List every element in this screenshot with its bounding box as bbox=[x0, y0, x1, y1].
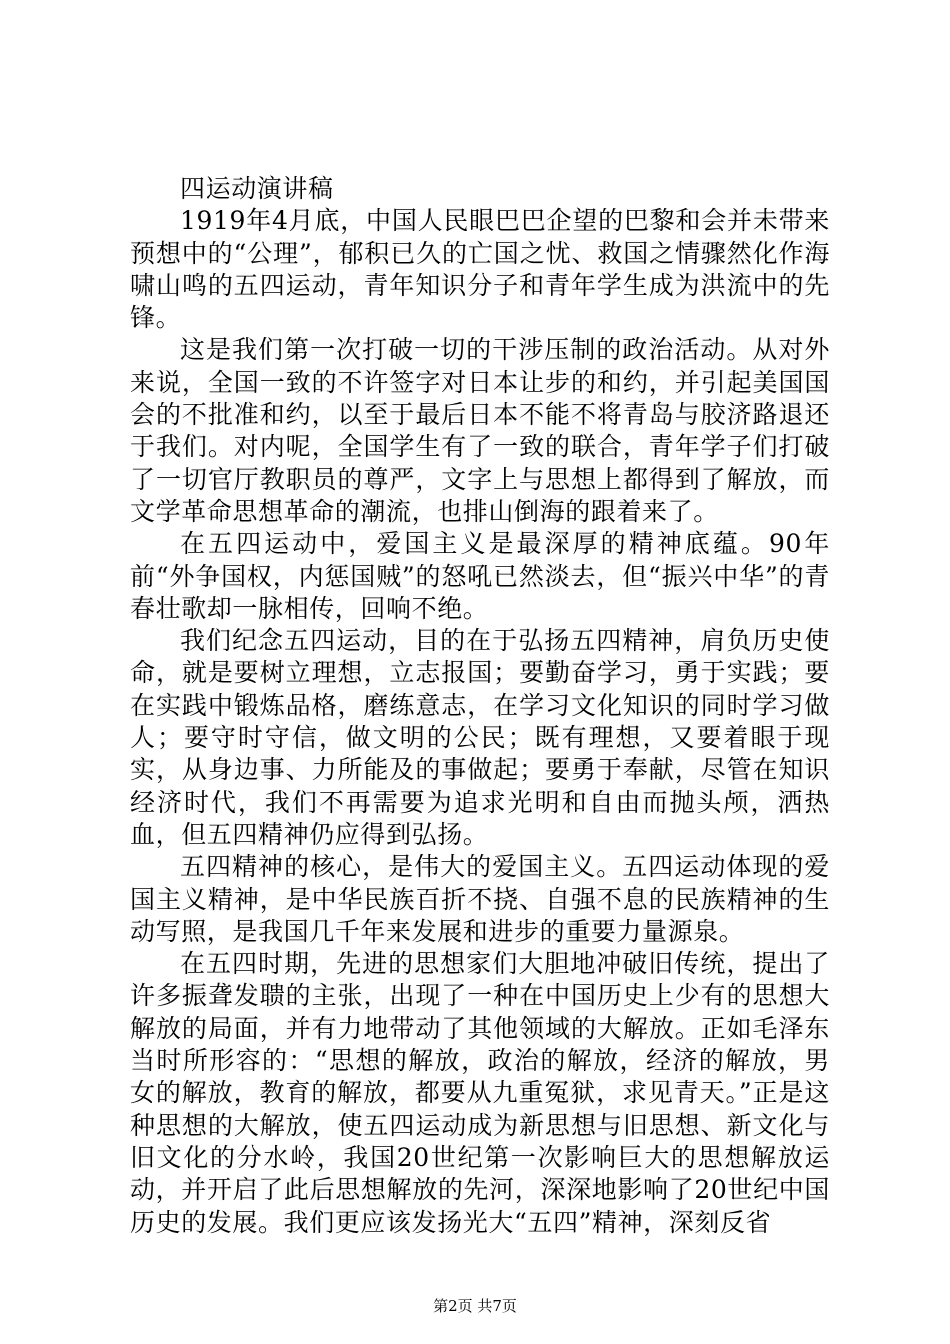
paragraph: 在五四运动中，爱国主义是最深厚的精神底蕴。90年前“外争国权，内惩国贼”的怒吼已然淡去，但“振兴中华”的青春壮歌却一脉相传，回响不绝。 bbox=[130, 529, 830, 623]
page-footer bbox=[0, 1295, 950, 1316]
document-title: 四运动演讲稿 bbox=[180, 174, 334, 203]
paragraph: 五四精神的核心，是伟大的爱国主义。五四运动体现的爱国主义精神，是中华民族百折不挠、自强不息的民族精神的生动写照，是我国几千年来发展和进步的重要力量源泉。 bbox=[130, 852, 830, 946]
paragraph: 1919年4月底，中国人民眼巴巴企望的巴黎和会并未带来预想中的“公理”，郁积已久的亡国之忧、救国之情骤然化作海啸山鸣的五四运动，青年知识分子和青年学生成为洪流中的先锋。 bbox=[130, 206, 830, 333]
page-number: 第2页 共7页 bbox=[433, 1297, 517, 1315]
paragraph: 我们纪念五四运动，目的在于弘扬五四精神，肩负历史使命，就是要树立理想，立志报国；要勤奋学习，勇于实践；要在实践中锻炼品格，磨练意志，在学习文化知识的同时学习做人；要守时守信，做文明的公民；既有理想，又要着眼于现实，从身边事、力所能及的事做起；要勇于奉献，尽管在知识经济时代，我们不再需要为追求光明和自由而抛头颅，洒热血，但五四精神仍应得到弘扬。 bbox=[130, 626, 830, 849]
paragraph: 这是我们第一次打破一切的干涉压制的政治活动。从对外来说，全国一致的不许签字对日本让步的和约，并引起美国国会的不批准和约，以至于最后日本不能不将青岛与胶济路退还于我们。对内呢，全国学生有了一致的联合，青年学子们打破了一切官厅教职员的尊严，文字上与思想上都得到了解放，而文学革命思想革命的潮流，也排山倒海的跟着来了。 bbox=[130, 335, 830, 526]
document-body bbox=[130, 173, 830, 1239]
paragraph: 在五四时期，先进的思想家们大胆地冲破旧传统，提出了许多振聋发聩的主张，出现了一种在中国历史上少有的思想大解放的局面，并有力地带动了其他领域的大解放。正如毛泽东当时所形容的：“思想的解放，政治的解放，经济的解放，男女的解放，教育的解放，都要从九重冤狱，求见青天。”正是这种思想的大解放，使五四运动成为新思想与旧思想、新文化与旧文化的分水岭，我国20世纪第一次影响巨大的思想解放运动，并开启了此后思想解放的先河，深深地影响了20世纪中国历史的发展。我们更应该发扬光大“五四”精神，深刻反省 bbox=[130, 949, 830, 1237]
